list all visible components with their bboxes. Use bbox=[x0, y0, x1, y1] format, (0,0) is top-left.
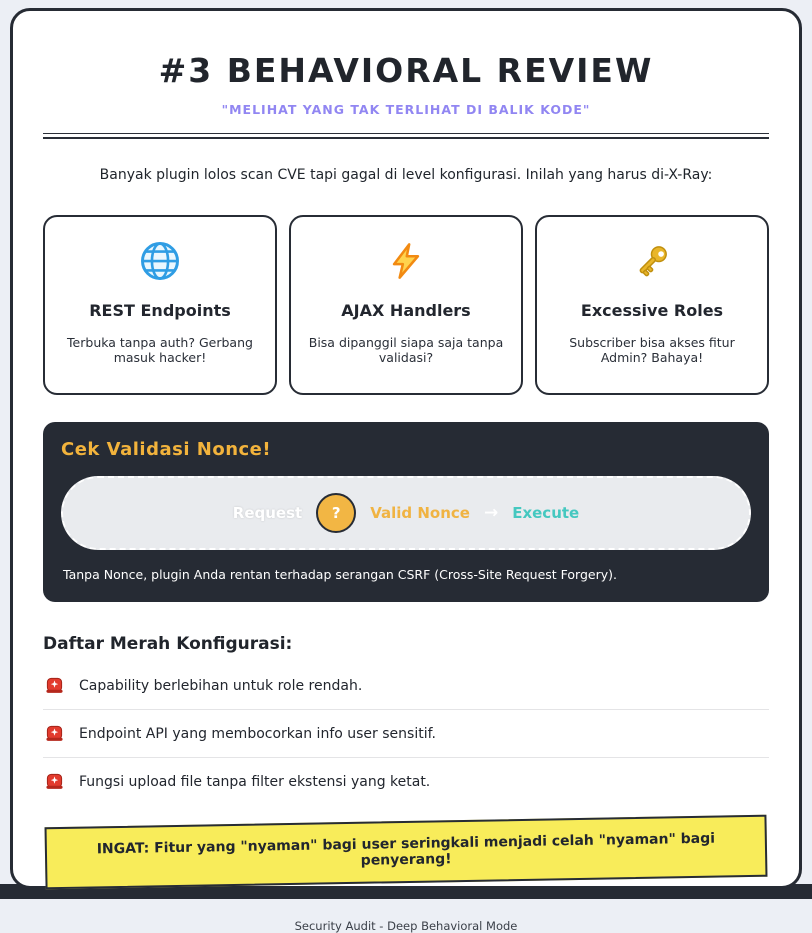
page-subtitle: "MELIHAT YANG TAK TERLIHAT DI BALIK KODE" bbox=[221, 102, 591, 117]
siren-icon bbox=[45, 676, 64, 695]
card-title: AJAX Handlers bbox=[341, 301, 471, 320]
footer-text: Security Audit - Deep Behavioral Mode bbox=[294, 919, 518, 933]
card-description: Bisa dipanggil siapa saja tanpa validasi? bbox=[308, 335, 504, 365]
key-icon bbox=[549, 239, 755, 283]
feature-cards-row bbox=[43, 215, 769, 395]
card-ajax-handlers bbox=[289, 215, 523, 395]
card-excessive-roles bbox=[535, 215, 769, 395]
csrf-warning-note: Tanpa Nonce, plugin Anda rentan terhadap serangan CSRF (Cross-Site Request Forgery). bbox=[63, 567, 617, 582]
arrow-right-icon: → bbox=[483, 503, 499, 523]
question-badge: ? bbox=[316, 493, 356, 533]
nonce-validation-panel bbox=[43, 422, 769, 602]
flow-step-execute: Execute bbox=[512, 504, 580, 522]
red-list-heading: Daftar Merah Konfigurasi: bbox=[43, 634, 293, 654]
flow-step-valid-nonce: Valid Nonce bbox=[370, 504, 470, 522]
slide-card bbox=[10, 8, 802, 933]
list-item bbox=[43, 757, 769, 805]
card-title: REST Endpoints bbox=[89, 301, 231, 320]
nonce-panel-heading: Cek Validasi Nonce! bbox=[61, 439, 272, 460]
list-item bbox=[43, 709, 769, 757]
page-title: #3 BEHAVIORAL REVIEW bbox=[158, 51, 654, 90]
divider-double-rule bbox=[43, 133, 769, 139]
globe-icon bbox=[57, 239, 263, 283]
nonce-flow-diagram bbox=[61, 476, 751, 550]
siren-icon bbox=[45, 724, 64, 743]
list-item-text: Fungsi upload file tanpa filter ekstensi yang ketat. bbox=[79, 773, 431, 790]
intro-text: Banyak plugin lolos scan CVE tapi gagal di level konfigurasi. Inilah yang harus di-X-Ray: bbox=[99, 167, 713, 183]
siren-icon bbox=[45, 772, 64, 791]
lightning-icon bbox=[303, 239, 509, 283]
card-description: Subscriber bisa akses fitur Admin? Bahaya! bbox=[569, 335, 735, 365]
list-item bbox=[43, 662, 769, 709]
list-item-text: Endpoint API yang membocorkan info user sensitif. bbox=[79, 725, 436, 742]
card-title: Excessive Roles bbox=[580, 301, 724, 320]
warning-banner: INGAT: Fitur yang "nyaman" bagi user seringkali menjadi celah "nyaman" bagi penyerang! bbox=[45, 815, 768, 890]
flow-step-request: Request bbox=[232, 504, 303, 522]
red-config-list bbox=[43, 662, 769, 805]
list-item-text: Capability berlebihan untuk role rendah. bbox=[79, 677, 363, 694]
card-rest-endpoints bbox=[43, 215, 277, 395]
card-description: Terbuka tanpa auth? Gerbang masuk hacker! bbox=[67, 335, 253, 365]
